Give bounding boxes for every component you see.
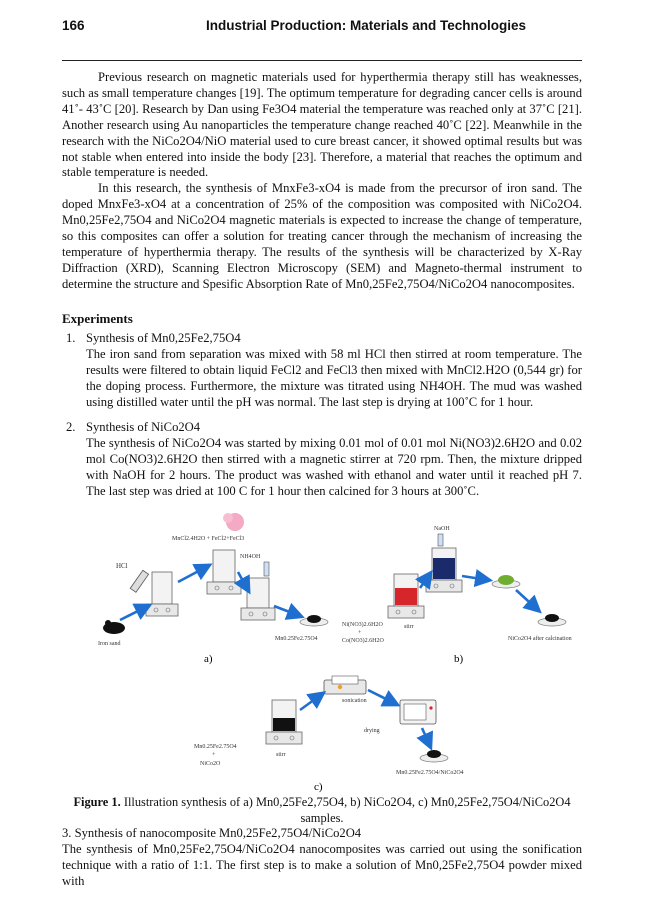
intro-paragraph-1: Previous research on magnetic materials used for hyperthermia therapy still has weaknesses, such as small temperature changes [19]. The optimum temperature for degrading cancer cells is around 41˚- 43˚C [20]. Research by Dan using Fe3O4 material the temperature was reached only at 37˚C [21]. Another research using Au nanoparticles the temperature change reached 40˚C [22]. Meanwhile in the research with the NiCo2O4/NiO material used to cure breast cancer, it showed optimal results but was not stable when entered into inside the body [23]. Therefore, a material that reaches the optimum and stable temperature is needed. (62, 70, 582, 180)
list-number: 1. (66, 331, 76, 345)
list-body: The synthesis of Mn0,25Fe2,75O4/NiCo2O4 nanocomposites was carried out using the sonification technique with a ratio of 1:1. The first step is to make a solution of Mn0,25Fe2,75O4 powder mixed with (62, 841, 582, 888)
panel-c-label: c) (314, 781, 323, 793)
list-item-2 (62, 420, 582, 500)
intro-section (62, 70, 582, 293)
list-title: Synthesis of Mn0,25Fe2,75O4 (86, 331, 241, 345)
sonicator-bath-icon (332, 676, 358, 684)
iron-sand-label: Iron sand (98, 641, 121, 647)
arrow-icon (368, 690, 396, 704)
list-title: Synthesis of NiCo2O4 (86, 420, 201, 434)
caption-label: Figure 1. (73, 795, 121, 809)
product-c-label: Mn0.25Fe2.75O4/NiCo2O4 (396, 770, 464, 776)
section-heading-experiments: Experiments (62, 311, 133, 326)
stirrer-icon (146, 604, 178, 616)
product-a-label: Mn0.25Fe2.75O4 (275, 636, 318, 642)
beaker-icon (213, 550, 235, 582)
dropper-icon (264, 562, 269, 576)
red-liquid (395, 588, 417, 605)
arrow-icon (422, 728, 430, 746)
stirrer-icon (426, 580, 462, 592)
figure-1-illustration (62, 510, 582, 795)
black-powder-icon (545, 614, 559, 622)
arrow-icon (300, 694, 322, 710)
figure-caption (62, 795, 582, 826)
pink-powder-icon (223, 513, 233, 523)
list-body: The iron sand from separation was mixed with 58 ml HCl then stirred at room temperature. The results were filtered to obtain liquid FeCl2 and FeCl3 then mixed with MnCl2.H2O (0,544 gr) for the doping process. Furthermore, the mixture was titrated using NH4OH. The mud was washed using distilled water until the pH was normal. The last step is drying at 100˚C for 1 hour. (86, 347, 582, 409)
intro-paragraph-2: In this research, the synthesis of MnxFe3-xO4 is made from the precursor of iron sand. The doped MnxFe3-xO4 at a concentration of 25% of the composition was composited with NiCo2O4. Mn0,25Fe2,75O4 and NiCo2O4 magnetic materials is expected to increase the change of temperature, so this composites can offer a solution for treating cancer through the mechanism of increasing the temperature of hyperthermia therapy. The results of the synthesis will be characterized by X-Ray Diffraction (XRD), Scanning Electron Microscopy (SEM) and Magneto-thermal instrument to determine the structure and Spesific Absorption Rate of Mn0,25Fe2,75O4/NiCo2O4 nanocomposites. (62, 181, 582, 291)
drying-label: drying (364, 728, 380, 734)
stirrer-icon (266, 732, 302, 744)
reagents-label: MnCl2.4H2O + FeCl2+FeCl3 (172, 536, 245, 542)
panel-c (194, 676, 464, 793)
nh4oh-label: NH4OH (240, 554, 261, 560)
hcl-bottle-icon (130, 570, 148, 592)
sonication-label: sonication (342, 698, 367, 704)
iron-sand-icon (105, 620, 111, 626)
list-body: The synthesis of NiCo2O4 was started by mixing 0.01 mol of 0.01 mol Ni(NO3)2.6H2O and 0.02 mol Co(NO3)2.6H2O then stirred with a magnetic stirrer at 720 rpm. Then, the mixture dripped with NaOH for 2 hours. The product was washed with ethanol and water until it reached pH 7. The last step was dried at 100 C for 1 hour then calcined for 3 hours at 300˚C. (86, 436, 582, 498)
list-number: 2. (66, 420, 76, 434)
plus-sign: + (358, 630, 362, 636)
panel-b (342, 526, 572, 665)
arrow-icon (120, 606, 148, 620)
arrow-icon (516, 590, 538, 610)
stirrer-icon (241, 608, 275, 620)
list-item-3 (62, 826, 582, 890)
beaker-icon (152, 572, 172, 604)
page-number: 166 (62, 18, 85, 33)
green-powder-icon (498, 575, 514, 585)
stirr-label: stirr (404, 624, 414, 630)
oven-window-icon (404, 704, 426, 720)
stirr-label: stirr (276, 752, 286, 758)
list-item-1 (62, 331, 582, 411)
product-b-label: NiCo2O4 after calcination (508, 636, 572, 642)
figure-1 (62, 510, 582, 795)
black-powder-icon (427, 750, 441, 758)
reactant1-label: Mn0.25Fe2.75O4 (194, 744, 237, 750)
list-title: 3. Synthesis of nanocomposite Mn0,25Fe2,75O4/NiCo2O4 (62, 826, 362, 840)
stirrer-icon (207, 582, 241, 594)
naoh-label: NaOH (434, 526, 450, 532)
ni-salt-label: Ni(NO3)2.6H2O (342, 622, 383, 628)
arrow-icon (178, 566, 208, 582)
panel-a (98, 513, 328, 665)
beaker-icon (247, 578, 269, 608)
running-header (62, 18, 582, 42)
stirrer-icon (388, 606, 424, 618)
plus-sign: + (212, 752, 216, 758)
arrow-icon (274, 606, 300, 616)
arrow-icon (462, 576, 488, 580)
black-liquid (273, 718, 295, 731)
panel-b-label: b) (454, 653, 464, 665)
knob-icon (429, 706, 432, 709)
black-powder-icon (307, 615, 321, 623)
caption-text: Illustration synthesis of a) Mn0,25Fe2,75O4, b) NiCo2O4, c) Mn0,25Fe2,75O4/NiCo2O4 samples. (123, 795, 571, 825)
journal-title: Industrial Production: Materials and Technologies (206, 18, 527, 33)
navy-liquid (433, 558, 455, 579)
knob-icon (338, 685, 342, 689)
dropper-icon (438, 534, 443, 546)
header-rule (62, 60, 582, 61)
co-salt-label: Co(NO3)2.6H2O (342, 638, 384, 644)
panel-a-label: a) (204, 653, 213, 665)
reactant2-label: NiCo2O (200, 761, 221, 767)
hcl-label: HCl (116, 562, 128, 570)
